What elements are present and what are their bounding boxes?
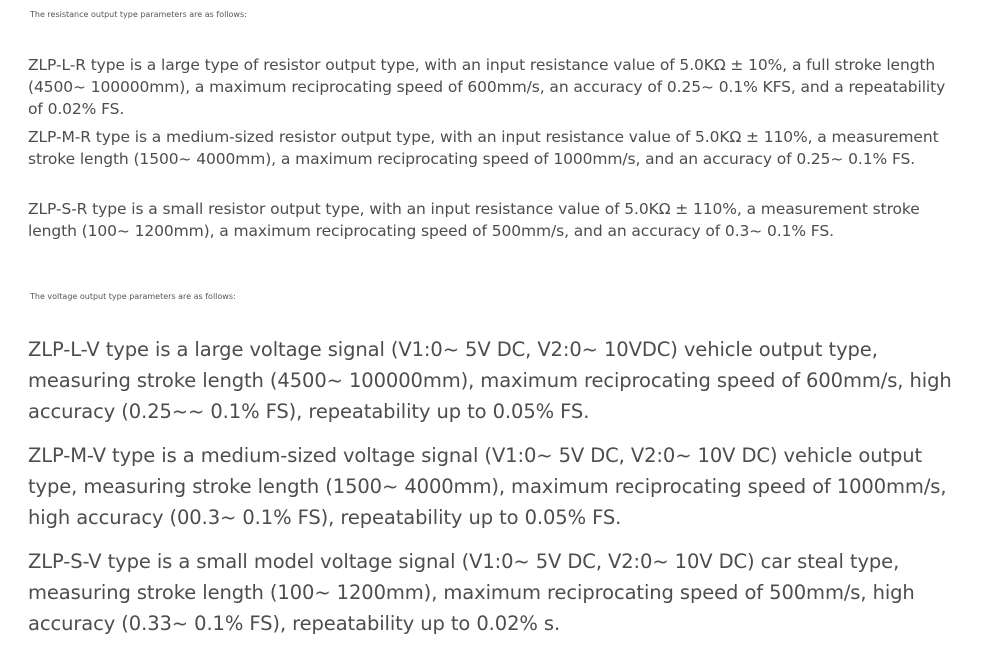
- zlp-s-v-description: ZLP-S-V type is a small model voltage signal (V1:0~ 5V DC, V2:0~ 10V DC) car steal type, measuring stroke length (100~ 1200mm), maximum reciprocating speed of 500mm/s, high accuracy (0.33~ 0.1% FS), repeatability up to 0.02% s.: [28, 550, 915, 635]
- zlp-s-r-description: ZLP-S-R type is a small resistor output type, with an input resistance value of 5.0KΩ ± 110%, a measurement stroke length (100~ 1200mm), a maximum reciprocating speed of 500mm/s, and an accuracy of 0.3~ 0.1% FS.: [28, 200, 920, 240]
- zlp-l-r-description: ZLP-L-R type is a large type of resistor output type, with an input resistance value of 5.0KΩ ± 10%, a full stroke length (4500~ 100000mm), a maximum reciprocating speed of 600mm/s, an accuracy of 0.25~ 0.1% KFS, and a repeatability of 0.02% FS.: [28, 56, 946, 118]
- zlp-m-r-description: ZLP-M-R type is a medium-sized resistor output type, with an input resistance value of 5.0KΩ ± 110%, a measurement stroke length (1500~ 4000mm), a maximum reciprocating speed of 1000mm/s, and an accuracy of 0.25~ 0.1% FS.: [28, 128, 939, 168]
- voltage-section-caption: The voltage output type parameters are as follows:: [30, 292, 236, 301]
- resistance-section-caption: The resistance output type parameters are as follows:: [30, 10, 247, 19]
- zlp-m-v-description: ZLP-M-V type is a medium-sized voltage signal (V1:0~ 5V DC, V2:0~ 10V DC) vehicle output type, measuring stroke length (1500~ 4000mm), maximum reciprocating speed of 1000mm/s, high accuracy (00.3~ 0.1% FS), repeatability up to 0.05% FS.: [28, 444, 947, 529]
- zlp-l-v-description: ZLP-L-V type is a large voltage signal (V1:0~ 5V DC, V2:0~ 10VDC) vehicle output type, measuring stroke length (4500~ 100000mm), maximum reciprocating speed of 600mm/s, high accuracy (0.25~~ 0.1% FS), repeatability up to 0.05% FS.: [28, 338, 952, 423]
